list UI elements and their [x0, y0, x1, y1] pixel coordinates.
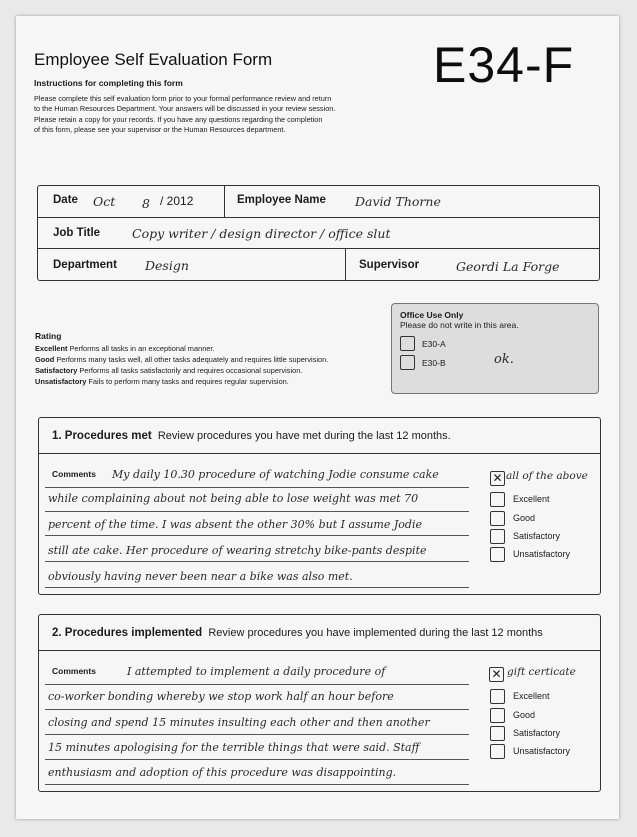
custom-option-label: all of the above [506, 470, 588, 482]
unsatisfactory-label: Unsatisfactory [513, 549, 571, 559]
good-label: Good [513, 513, 536, 523]
job-title-label: Job Title [53, 227, 101, 239]
supervisor-value[interactable]: Geordi La Forge [456, 259, 560, 274]
rating-term: Excellent [35, 344, 68, 353]
section-2-header [52, 627, 543, 639]
satisfactory-label: Satisfactory [513, 531, 561, 541]
comment-rule [45, 759, 469, 760]
satisfactory-checkbox[interactable] [490, 726, 505, 741]
rating-excellent [35, 344, 215, 353]
good-checkbox[interactable] [490, 708, 505, 723]
rating-unsatisfactory [35, 377, 289, 386]
comment-rule [45, 784, 469, 785]
date-label: Date [53, 194, 78, 206]
office-use-title: Office Use Only [400, 310, 464, 320]
rating-term: Satisfactory [35, 366, 78, 375]
employee-name-label: Employee Name [237, 194, 326, 206]
comment-line[interactable]: enthusiasm and adoption of this procedure was disappointing. [48, 766, 397, 779]
unsatisfactory-checkbox[interactable] [490, 744, 505, 759]
comments-label: Comments [52, 469, 96, 479]
instructions-text [34, 94, 404, 135]
rating-term: Unsatisfactory [35, 377, 87, 386]
employee-name-value[interactable]: David Thorne [355, 194, 441, 209]
checked-checkbox[interactable]: ✕ [489, 667, 504, 682]
e30-a-label: E30-A [422, 339, 446, 349]
comment-line[interactable]: percent of the time. I was absent the other 30% but I assume Jodie [48, 518, 422, 531]
comment-line[interactable]: still ate cake. Her procedure of wearing stretchy bike-pants despite [48, 544, 427, 557]
good-checkbox[interactable] [490, 511, 505, 526]
details-divider [38, 217, 599, 218]
rating-satisfactory [35, 366, 302, 375]
comment-line[interactable]: I attempted to implement a daily procedure of [127, 665, 386, 678]
excellent-checkbox[interactable] [490, 492, 505, 507]
rating-term: Good [35, 355, 55, 364]
section-1-title: 1. Procedures met [52, 430, 152, 442]
comment-line[interactable]: co-worker bonding whereby we stop work half an hour before [48, 690, 394, 703]
instructions-line: to the Human Resources Department. Your answers will be discussed in your review session. [34, 104, 336, 114]
comment-rule [45, 487, 469, 488]
comment-rule [45, 561, 469, 562]
details-divider [224, 186, 225, 217]
excellent-checkbox[interactable] [490, 689, 505, 704]
section-procedures-met [38, 417, 601, 595]
instructions-line: Please retain a copy for your records. If you have any questions regarding the completion [34, 114, 323, 124]
rating-title: Rating [35, 331, 62, 341]
instructions-line: of this form, please see your supervisor or the Human Resources department. [34, 124, 286, 134]
satisfactory-checkbox[interactable] [490, 529, 505, 544]
instructions-title: Instructions for completing this form [34, 78, 183, 88]
checked-checkbox[interactable]: ✕ [490, 471, 505, 486]
e30-b-label: E30-B [422, 358, 446, 368]
excellent-label: Excellent [513, 494, 550, 504]
rating-desc: Performs many tasks well, all other tasks adequately and requires little supervision. [54, 355, 329, 364]
comment-rule [45, 684, 469, 685]
e30-b-checkbox[interactable] [400, 355, 415, 370]
e30-a-checkbox[interactable] [400, 336, 415, 351]
comment-rule [45, 587, 469, 588]
comment-line[interactable]: obviously having never been near a bike was also met. [48, 570, 353, 583]
comment-line[interactable]: while complaining about not being able to lose weight was met 70 [48, 492, 419, 505]
form-title: Employee Self Evaluation Form [34, 50, 273, 69]
office-use-note: Please do not write in this area. [400, 320, 519, 330]
satisfactory-label: Satisfactory [513, 728, 561, 738]
form-code: E34-F [433, 37, 575, 93]
date-month[interactable]: Oct [93, 194, 116, 209]
supervisor-label: Supervisor [359, 259, 420, 271]
rating-good [35, 355, 328, 364]
instructions-line: Please complete this self evaluation form prior to your formal performance review and return [34, 94, 332, 103]
comment-rule [45, 709, 469, 710]
department-value[interactable]: Design [145, 258, 189, 273]
section-divider [39, 453, 600, 454]
date-year: / 2012 [160, 194, 194, 208]
rating-desc: Performs all tasks in an exceptional manner. [67, 344, 215, 353]
office-use-handwriting: ok. [494, 352, 514, 367]
section-1-header [52, 430, 451, 442]
section-2-description: Review procedures you have implemented during the last 12 months [208, 627, 543, 639]
comments-label: Comments [52, 666, 96, 676]
comment-rule [45, 535, 469, 536]
rating-desc: Performs all tasks satisfactorily and requires occasional supervision. [77, 366, 303, 375]
section-divider [39, 650, 600, 651]
unsatisfactory-label: Unsatisfactory [513, 746, 571, 756]
section-1-description: Review procedures you have met during the last 12 months. [157, 430, 451, 442]
job-title-value[interactable]: Copy writer / design director / office slut [132, 226, 391, 241]
rating-desc: Fails to perform many tasks and requires regular supervision. [86, 377, 289, 386]
section-2-title: 2. Procedures implemented [52, 627, 203, 639]
date-day[interactable]: 8 [142, 196, 150, 211]
comment-rule [45, 734, 469, 735]
good-label: Good [513, 710, 536, 720]
excellent-label: Excellent [513, 691, 550, 701]
comment-rule [45, 511, 469, 512]
details-divider [345, 249, 346, 280]
unsatisfactory-checkbox[interactable] [490, 547, 505, 562]
department-label: Department [53, 259, 117, 271]
custom-option-label: gift certicate [507, 666, 576, 678]
comment-line[interactable]: My daily 10.30 procedure of watching Jodie consume cake [112, 468, 439, 481]
details-divider [38, 248, 599, 249]
comment-line[interactable]: 15 minutes apologising for the terrible things that were said. Staff [48, 741, 420, 754]
comment-line[interactable]: closing and spend 15 minutes insulting each other and then another [48, 716, 430, 729]
